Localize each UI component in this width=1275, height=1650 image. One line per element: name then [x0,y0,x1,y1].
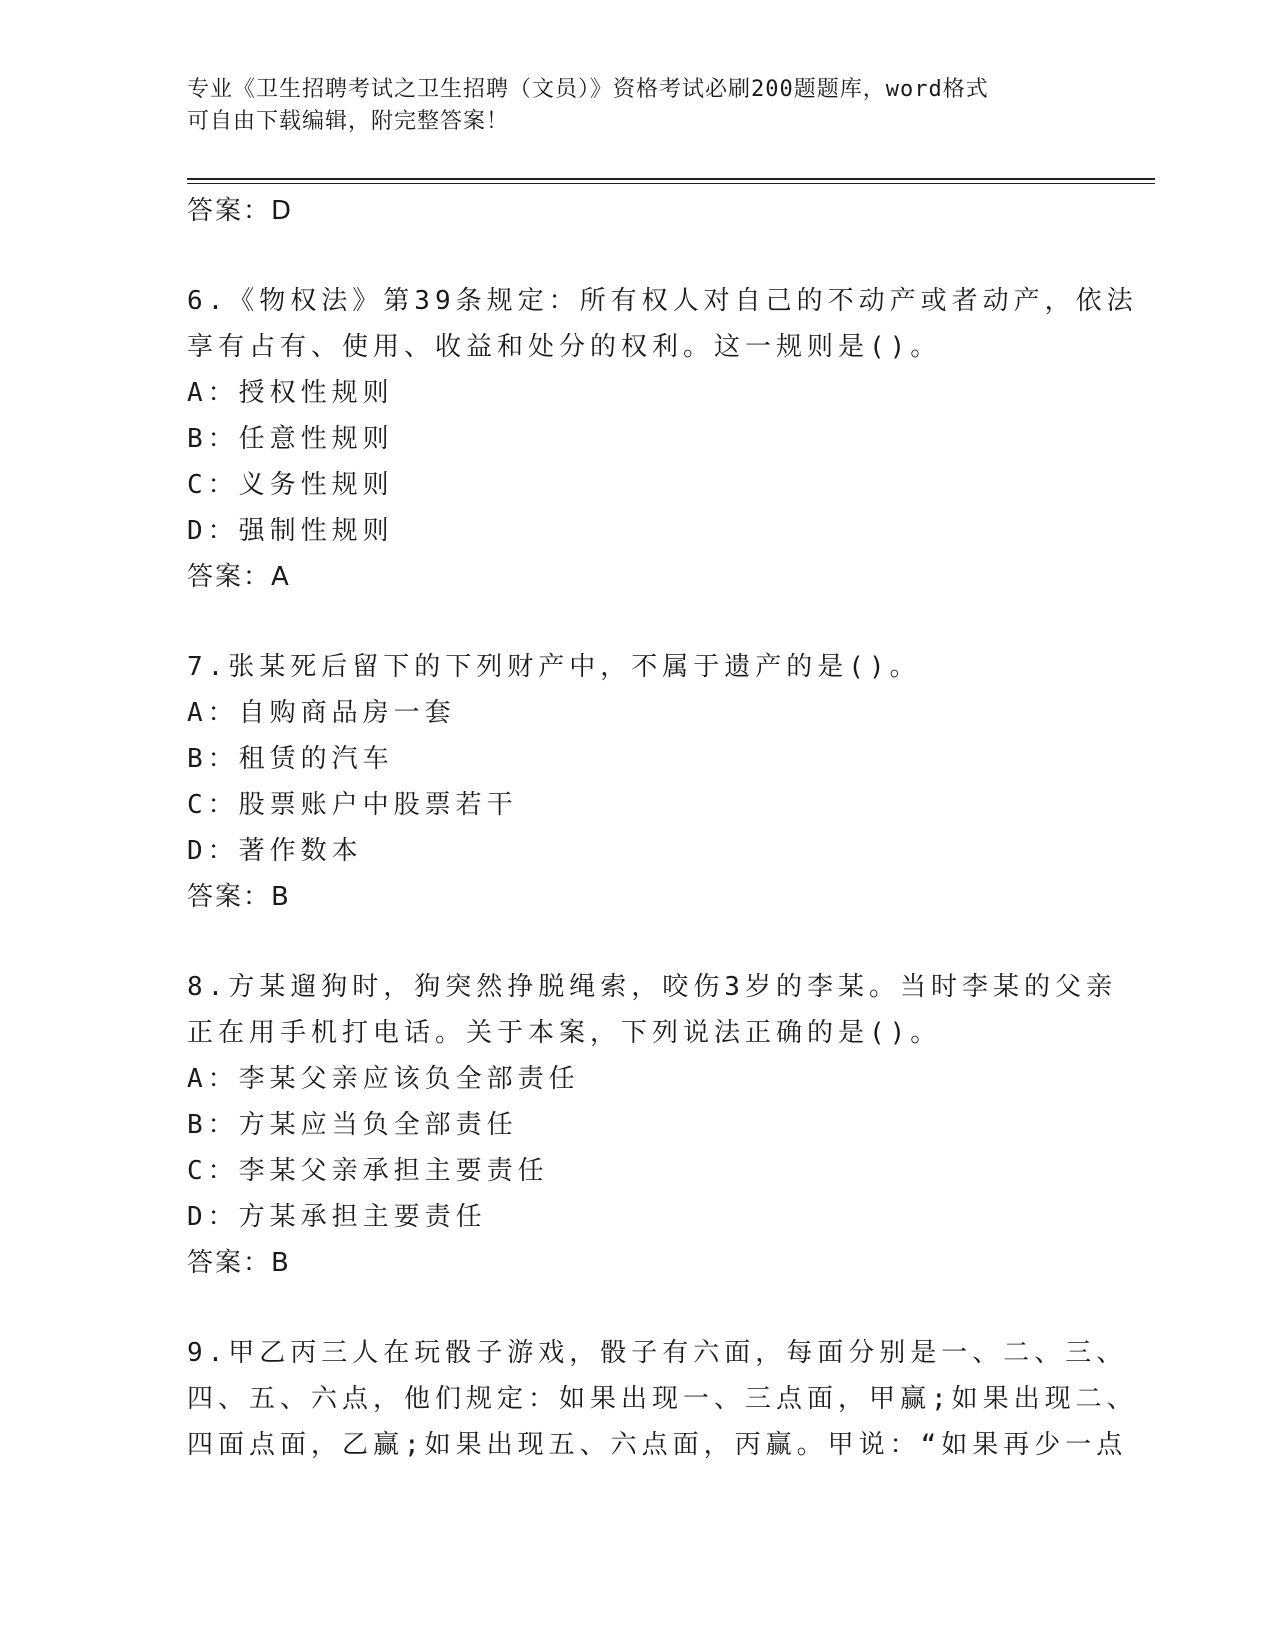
option-d: D：著作数本 [187,836,363,866]
option-d: D：方某承担主要责任 [187,1202,487,1232]
answer-line: 答案：B [187,882,291,912]
option-b: B：方某应当负全部责任 [187,1110,518,1140]
answer-line: 答案：D [187,196,294,226]
question-6 [187,278,1138,600]
question-7 [187,644,1087,920]
option-b: B：租赁的汽车 [187,744,394,774]
header-line-2: 可自由下载编辑，附完整答案！ [187,109,510,134]
option-a: A：自购商品房一套 [187,698,456,728]
question-9 [187,1330,1138,1468]
option-b: B：任意性规则 [187,424,394,454]
option-c: C：李某父亲承担主要责任 [187,1156,549,1186]
header-rule-thin [187,183,1155,184]
question-stem-line: 8.方某遛狗时，狗突然挣脱绳索，咬伤3岁的李某。当时李某的父亲 [187,972,1117,1002]
answer-line: 答案：B [187,1248,291,1278]
question-stem-line: 6.《物权法》第39条规定：所有权人对自己的不动产或者动产，依法 [187,286,1138,316]
question-stem-line: 9.甲乙丙三人在玩骰子游戏，骰子有六面，每面分别是一、二、三、 [187,1338,1128,1368]
option-d: D：强制性规则 [187,516,394,546]
spacer [187,600,1087,644]
question-8 [187,964,1117,1286]
question-stem-line: 正在用手机打电话。关于本案，下列说法正确的是()。 [187,1018,942,1048]
spacer [187,234,1087,278]
option-c: C：股票账户中股票若干 [187,790,518,820]
option-c: C：义务性规则 [187,470,394,500]
document-body [187,188,1138,1468]
spacer [187,920,1087,964]
question-stem-line: 享有占有、使用、收益和处分的权利。这一规则是()。 [187,332,942,362]
question-stem-line: 四面点面，乙赢;如果出现五、六点面，丙赢。甲说：“如果再少一点 [187,1430,1128,1460]
question-stem-line: 四、五、六点，他们规定：如果出现一、三点面，甲赢;如果出现二、 [187,1384,1138,1414]
question-stem-line: 7.张某死后留下的下列财产中，不属于遗产的是()。 [187,652,921,682]
header-line-1: 专业《卫生招聘考试之卫生招聘（文员）》资格考试必刷200题题库，word格式 [187,77,989,102]
document-header [187,74,1067,138]
header-rule-thick [187,178,1155,180]
spacer [187,1286,1087,1330]
option-a: A：授权性规则 [187,378,394,408]
option-a: A：李某父亲应该负全部责任 [187,1064,580,1094]
answer-line: 答案：A [187,562,291,592]
